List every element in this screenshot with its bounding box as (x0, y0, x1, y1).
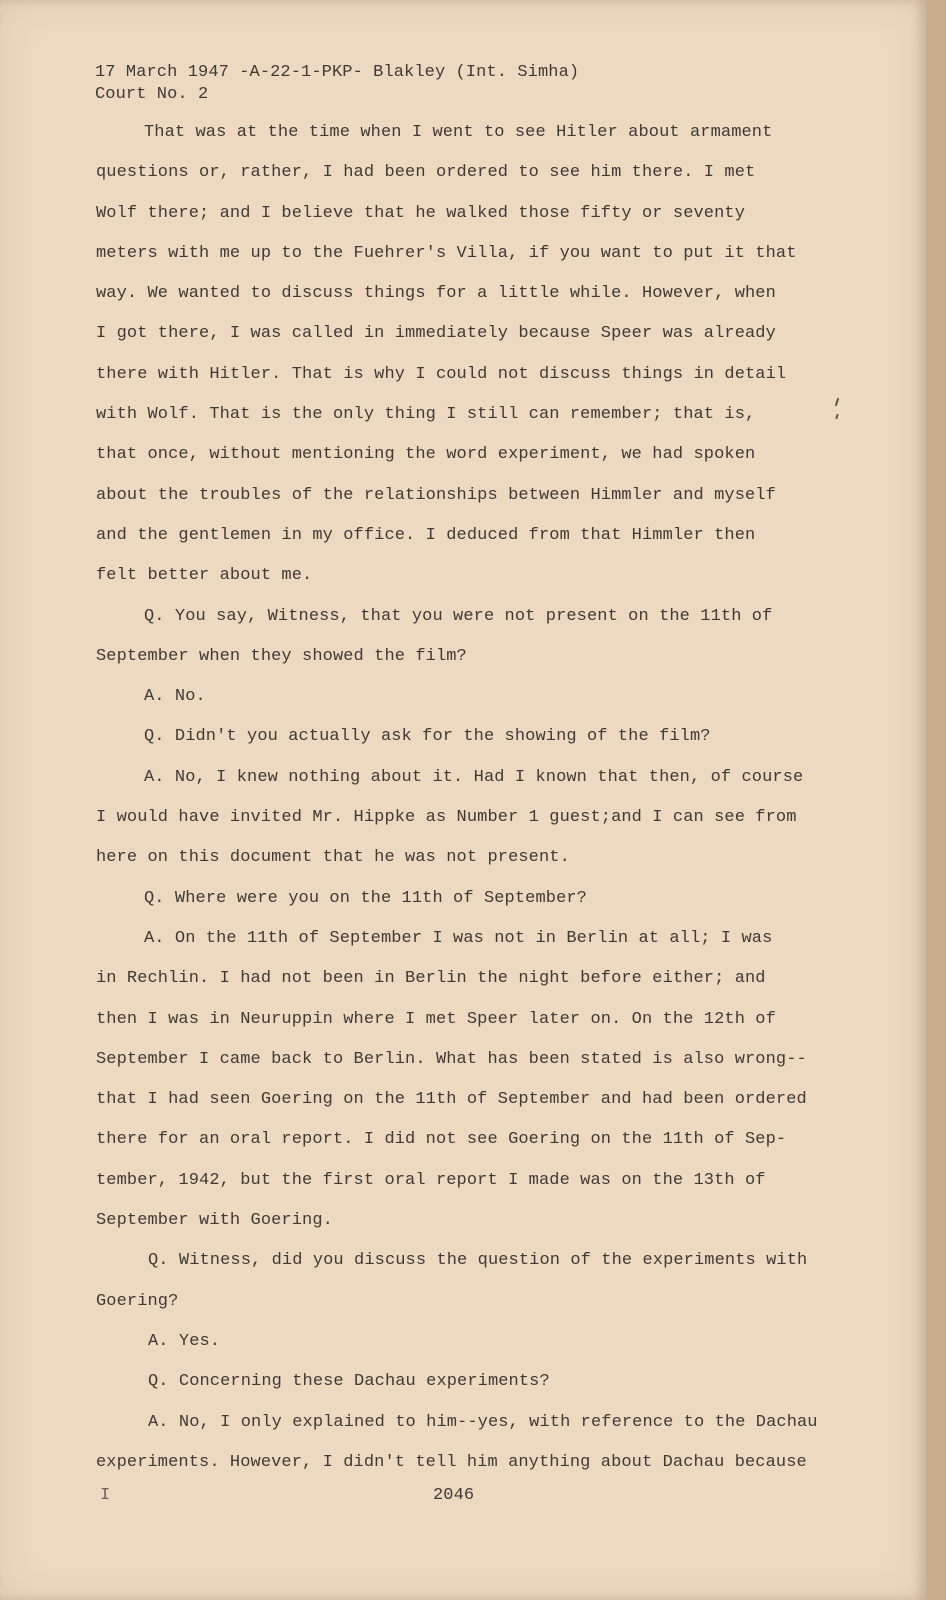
transcript-line: Q. Didn't you actually ask for the showing of the film? (144, 727, 711, 747)
page-number: 2046 (433, 1486, 475, 1505)
transcript-line: September I came back to Berlin. What has been stated is also wrong-- (96, 1049, 807, 1069)
transcript-line: That was at the time when I went to see Hitler about armament (144, 123, 773, 142)
transcript-body (96, 119, 836, 1489)
transcript-line: and the gentlemen in my office. I deduced from that Himmler then (96, 525, 756, 545)
document-header (95, 62, 579, 106)
transcript-line: that I had seen Goering on the 11th of September and had been ordered (96, 1090, 807, 1110)
transcript-line: tember, 1942, but the first oral report I made was on the 13th of (96, 1170, 766, 1190)
transcript-line: with Wolf. That is the only thing I still can remember; that is, (96, 405, 756, 425)
transcript-line: Q. You say, Witness, that you were not present on the 11th of (144, 606, 773, 626)
transcript-line: in Rechlin. I had not been in Berlin the night before either; and (96, 969, 766, 989)
transcript-line: there for an oral report. I did not see Goering on the 11th of Sep- (96, 1130, 787, 1150)
transcript-line: September with Goering. (96, 1211, 333, 1231)
transcript-line: A. On the 11th of September I was not in Berlin at all; I was (144, 928, 773, 948)
transcript-line: Q. Concerning these Dachau experiments? (148, 1372, 550, 1392)
page-edge (926, 0, 946, 1600)
transcript-line: Q. Where were you on the 11th of September? (144, 888, 587, 908)
transcript-line: I would have invited Mr. Hippke as Number 1 guest;and I can see from (96, 808, 797, 828)
transcript-line: about the troubles of the relationships between Himmler and myself (96, 485, 776, 505)
transcript-line: then I was in Neuruppin where I met Speer later on. On the 12th of (96, 1009, 776, 1029)
margin-speck (835, 414, 838, 419)
header-line-date-reference: 17 March 1947 -A-22-1-PKP- Blakley (Int. Simha) (95, 63, 580, 82)
transcript-line: Wolf there; and I believe that he walked those fifty or seventy (96, 203, 746, 223)
header-line-court: Court No. 2 (95, 85, 209, 104)
margin-mark: I (100, 1486, 111, 1505)
transcript-line: that once, without mentioning the word experiment, we had spoken (96, 445, 756, 465)
transcript-line: way. We wanted to discuss things for a little while. However, when (96, 284, 776, 304)
transcript-line: A. No, I only explained to him--yes, with reference to the Dachau (148, 1412, 818, 1432)
transcript-line: experiments. However, I didn't tell him anything about Dachau because (96, 1452, 807, 1472)
transcript-line: A. Yes. (148, 1331, 221, 1351)
transcript-line: meters with me up to the Fuehrer's Villa, if you want to put it that (96, 243, 797, 263)
transcript-line: September when they showed the film? (96, 646, 467, 666)
transcript-line: A. No. (144, 687, 206, 707)
transcript-line: Goering? (96, 1291, 179, 1311)
transcript-line: questions or, rather, I had been ordered to see him there. I met (96, 163, 756, 183)
transcript-line: Q. Witness, did you discuss the question of the experiments with (148, 1251, 808, 1271)
transcript-line: there with Hitler. That is why I could not discuss things in detail (96, 364, 787, 384)
transcript-line: I got there, I was called in immediately because Speer was already (96, 324, 776, 344)
transcript-line: A. No, I knew nothing about it. Had I known that then, of course (144, 767, 804, 787)
transcript-line: felt better about me. (96, 566, 313, 586)
transcript-line: here on this document that he was not present. (96, 848, 570, 868)
